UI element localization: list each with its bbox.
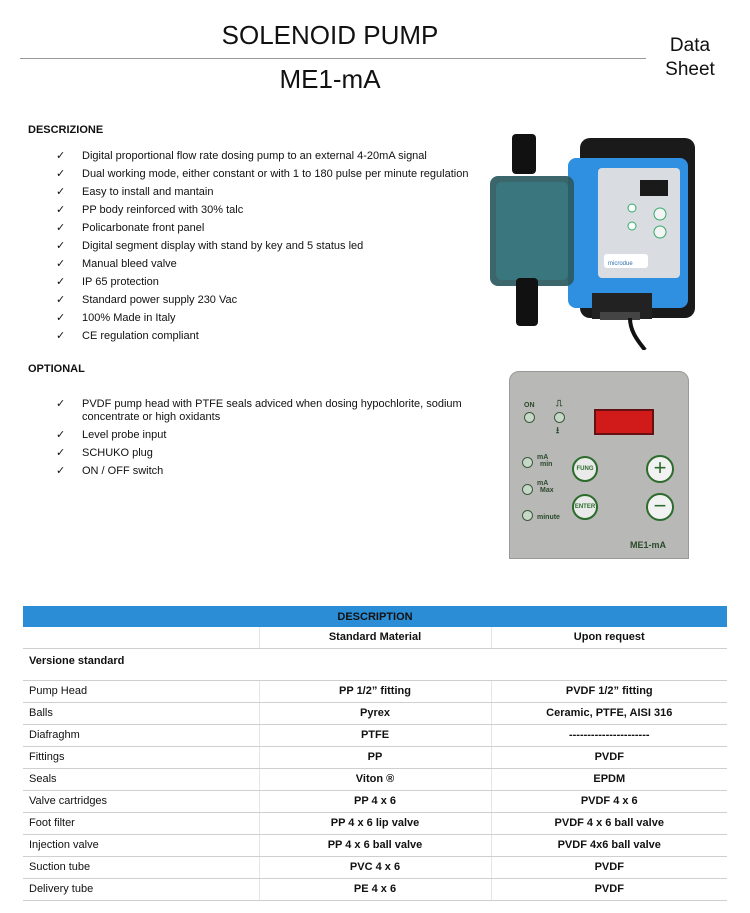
ma-min-led-icon	[522, 457, 533, 468]
optional-item-text: ON / OFF switch	[82, 465, 164, 477]
description-item-text: PP body reinforced with 30% talc	[82, 204, 244, 216]
ma-max-led-icon	[522, 484, 533, 495]
table-row	[23, 680, 727, 702]
table-cell-request: EPDM	[491, 768, 727, 790]
check-mark-icon: ✓	[56, 398, 66, 410]
table-section-row	[23, 648, 727, 680]
table-title-row	[23, 606, 727, 627]
table-cell-request: PVDF 4 x 6 ball valve	[491, 812, 727, 834]
table-title: DESCRIPTION	[23, 606, 727, 627]
spec-table	[23, 606, 727, 901]
pulse-led-icon	[554, 412, 565, 423]
table-cell-standard: Pyrex	[259, 702, 491, 724]
description-item-text: Dual working mode, either constant or with 1 to 180 pulse per minute regulation	[82, 168, 469, 180]
optional-list	[56, 398, 476, 483]
table-cell-standard: PP 4 x 6 ball valve	[259, 834, 491, 856]
table-cell-standard: PP	[259, 746, 491, 768]
digital-display	[594, 409, 654, 435]
table-cell-part: Seals	[23, 768, 259, 790]
on-label: ON	[524, 402, 535, 409]
description-item-text: IP 65 protection	[82, 276, 159, 288]
plus-button[interactable]: +	[646, 455, 674, 483]
table-row	[23, 812, 727, 834]
optional-item	[56, 429, 476, 442]
check-mark-icon: ✓	[56, 222, 66, 234]
description-item-text: Policarbonate front panel	[82, 222, 205, 234]
description-item-text: Manual bleed valve	[82, 258, 177, 270]
table-cell-request: Ceramic, PTFE, AISI 316	[491, 702, 727, 724]
optional-item-text: SCHUKO plug	[82, 447, 153, 459]
check-mark-icon: ✓	[56, 276, 66, 288]
description-item-text: Standard power supply 230 Vac	[82, 294, 238, 306]
table-row	[23, 724, 727, 746]
pulse-symbol-icon: ⎍	[556, 398, 563, 408]
description-item	[56, 204, 476, 217]
table-row	[23, 878, 727, 900]
table-row	[23, 834, 727, 856]
table-cell-request: PVDF	[491, 878, 727, 900]
product-model: ME1-mA	[279, 64, 381, 94]
check-mark-icon: ✓	[56, 429, 66, 441]
ma-max-label: mA Max	[537, 480, 554, 494]
table-cell-standard: Viton ®	[259, 768, 491, 790]
pump-brand-label: microdue	[608, 261, 633, 267]
description-item-text: 100% Made in Italy	[82, 312, 176, 324]
table-cell-standard: PVC 4 x 6	[259, 856, 491, 878]
optional-item	[56, 398, 476, 424]
optional-item	[56, 465, 476, 478]
check-mark-icon: ✓	[56, 150, 66, 162]
table-cell-standard: PP 4 x 6 lip valve	[259, 812, 491, 834]
col-standard-header: Standard Material	[259, 627, 491, 648]
table-cell-part: Pump Head	[23, 680, 259, 702]
func-button[interactable]: FUNG	[572, 456, 598, 482]
check-mark-icon: ✓	[56, 186, 66, 198]
pump-image	[480, 128, 725, 350]
description-item	[56, 258, 476, 271]
header-divider	[20, 58, 646, 59]
panel-model-label: ME1-mA	[630, 540, 667, 550]
table-cell-request: PVDF 4 x 6	[491, 790, 727, 812]
description-item-text: CE regulation compliant	[82, 330, 199, 342]
minute-led-icon	[522, 510, 533, 521]
description-item	[56, 222, 476, 235]
table-cell-part: Fittings	[23, 746, 259, 768]
table-row	[23, 768, 727, 790]
description-item-text: Digital proportional flow rate dosing pump to an external 4-20mA signal	[82, 150, 427, 162]
check-mark-icon: ✓	[56, 447, 66, 459]
optional-heading: OPTIONAL	[28, 363, 85, 375]
table-cell-standard: PTFE	[259, 724, 491, 746]
control-panel-image	[509, 371, 689, 559]
table-row	[23, 746, 727, 768]
table-section-label: Versione standard	[23, 648, 727, 680]
minus-button[interactable]: −	[646, 493, 674, 521]
description-item	[56, 186, 476, 199]
table-cell-part: Suction tube	[23, 856, 259, 878]
ma-min-label: mA min	[537, 454, 553, 468]
table-cell-request: ----------------------	[491, 724, 727, 746]
check-mark-icon: ✓	[56, 240, 66, 252]
minute-label: minute	[537, 514, 560, 521]
table-cell-part: Foot filter	[23, 812, 259, 834]
table-cell-request: PVDF	[491, 856, 727, 878]
table-row	[23, 790, 727, 812]
description-heading: DESCRIZIONE	[28, 124, 104, 136]
check-mark-icon: ✓	[56, 258, 66, 270]
description-item	[56, 330, 476, 343]
check-mark-icon: ✓	[56, 204, 66, 216]
description-item	[56, 168, 476, 181]
table-cell-standard: PP 1/2” fitting	[259, 680, 491, 702]
table-header-row	[23, 627, 727, 648]
check-mark-icon: ✓	[56, 168, 66, 180]
table-cell-part: Balls	[23, 702, 259, 724]
check-mark-icon: ✓	[56, 294, 66, 306]
check-mark-icon: ✓	[56, 312, 66, 324]
table-cell-request: PVDF 1/2” fitting	[491, 680, 727, 702]
on-led-icon	[524, 412, 535, 423]
product-title: SOLENOID PUMP	[221, 20, 439, 50]
table-cell-request: PVDF 4x6 ball valve	[491, 834, 727, 856]
table-cell-request: PVDF	[491, 746, 727, 768]
table-cell-part: Diafraghm	[23, 724, 259, 746]
check-mark-icon: ✓	[56, 330, 66, 342]
table-cell-part: Injection valve	[23, 834, 259, 856]
table-row	[23, 856, 727, 878]
description-item-text: Easy to install and mantain	[82, 186, 214, 198]
table-cell-part: Valve cartridges	[23, 790, 259, 812]
col-request-header: Upon request	[491, 627, 727, 648]
description-item	[56, 240, 476, 253]
table-cell-standard: PP 4 x 6	[259, 790, 491, 812]
description-list	[56, 150, 476, 348]
enter-button[interactable]: ENTER	[572, 494, 598, 520]
optional-item-text: Level probe input	[82, 429, 167, 441]
optional-item	[56, 447, 476, 460]
description-item	[56, 150, 476, 163]
description-item	[56, 294, 476, 307]
description-item-text: Digital segment display with stand by key and 5 status led	[82, 240, 364, 252]
level-symbol-icon: ⭳	[556, 425, 560, 435]
table-cell-part: Delivery tube	[23, 878, 259, 900]
description-item	[56, 276, 476, 289]
table-row	[23, 702, 727, 724]
table-cell-standard: PE 4 x 6	[259, 878, 491, 900]
optional-item-text: PVDF pump head with PTFE seals adviced when dosing hypochlorite, sodium concentrate or high oxidants	[82, 398, 462, 423]
description-item	[56, 312, 476, 325]
data-sheet-label: Data Sheet	[665, 35, 715, 80]
check-mark-icon: ✓	[56, 465, 66, 477]
